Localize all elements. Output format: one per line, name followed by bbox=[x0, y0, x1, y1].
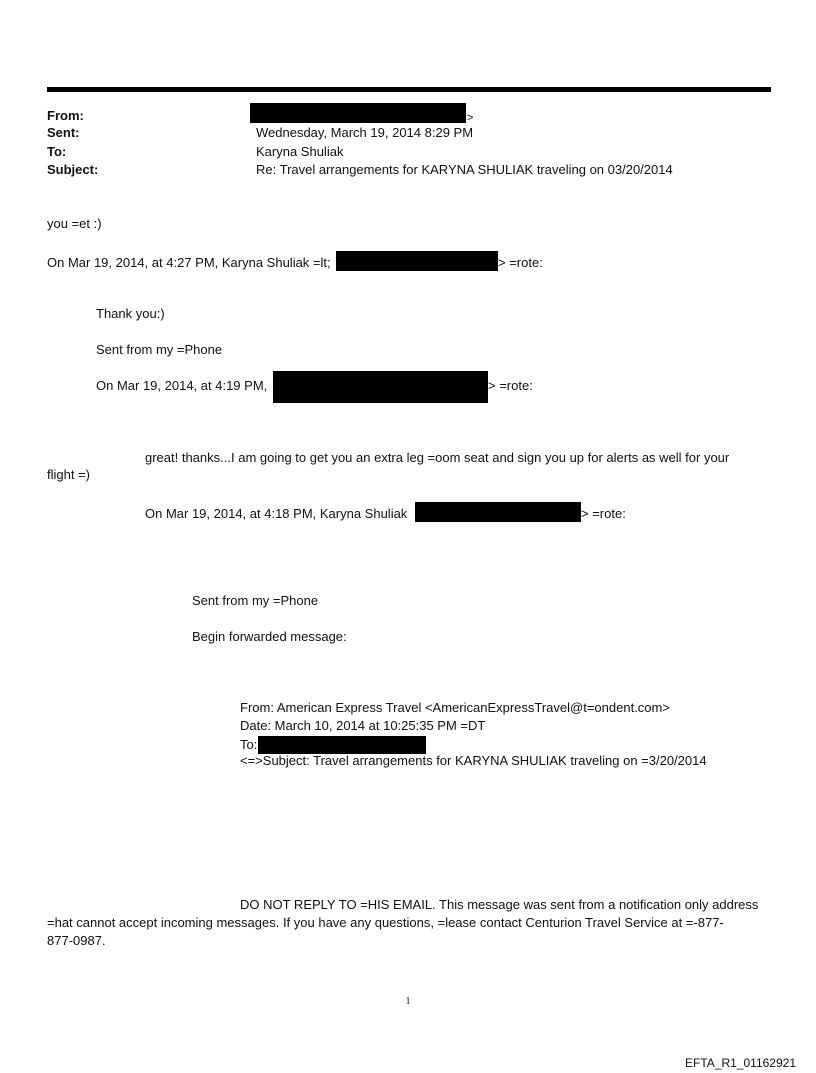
fwd-from: From: American Express Travel <AmericanExpressTravel@t=ondent.com> bbox=[240, 700, 670, 715]
quote2-prefix: On Mar 19, 2014, at 4:19 PM, bbox=[96, 378, 268, 393]
fwd-to: To: bbox=[240, 737, 258, 752]
header-rule bbox=[47, 87, 771, 92]
begin-forwarded: Begin forwarded message: bbox=[192, 629, 347, 644]
redaction-quote2 bbox=[273, 371, 488, 403]
thank-you-line: Thank you:) bbox=[96, 306, 165, 321]
to-value: Karyna Shuliak bbox=[256, 144, 344, 159]
document-id: EFTA_R1_01162921 bbox=[685, 1056, 796, 1070]
redaction-fwd-to bbox=[258, 736, 426, 754]
subject-label: Subject: bbox=[47, 162, 99, 177]
quote2-suffix: > =rote: bbox=[488, 378, 533, 393]
notice-line-3: 877-0987. bbox=[47, 933, 106, 948]
redaction-from bbox=[250, 103, 466, 123]
fwd-date: Date: March 10, 2014 at 10:25:35 PM =DT bbox=[240, 718, 486, 733]
page-number: 1 bbox=[405, 996, 411, 1007]
from-label: From: bbox=[47, 108, 84, 123]
sent-value: Wednesday, March 19, 2014 8:29 PM bbox=[256, 125, 474, 140]
redaction-quote3 bbox=[415, 502, 581, 522]
to-label: To: bbox=[47, 144, 67, 159]
quote3-prefix: On Mar 19, 2014, at 4:18 PM, Karyna Shuliak bbox=[145, 506, 408, 521]
fwd-subject: <=>Subject: Travel arrangements for KARYNA SHULIAK traveling on =3/20/2014 bbox=[240, 753, 707, 768]
sent-label: Sent: bbox=[47, 125, 80, 140]
notice-line-2: =hat cannot accept incoming messages. If you have any questions, =lease contact Centurion Travel Service at =-877- bbox=[47, 915, 724, 930]
great-line-2: flight =) bbox=[47, 467, 90, 482]
quote1-prefix: On Mar 19, 2014, at 4:27 PM, Karyna Shuliak =lt; bbox=[47, 255, 331, 270]
subject-value: Re: Travel arrangements for KARYNA SHULIAK traveling on 03/20/2014 bbox=[256, 162, 673, 177]
great-line-1: great! thanks...I am going to get you an extra leg =oom seat and sign you up for alerts as well for your bbox=[145, 450, 730, 465]
quote3-suffix: > =rote: bbox=[581, 506, 626, 521]
quote1-suffix: > =rote: bbox=[498, 255, 543, 270]
reply-line: you =et :) bbox=[47, 216, 102, 231]
sent-from-2: Sent from my =Phone bbox=[192, 593, 319, 608]
from-suffix: > bbox=[467, 112, 474, 124]
redaction-quote1 bbox=[336, 251, 498, 271]
notice-line-1: DO NOT REPLY TO =HIS EMAIL. This message was sent from a notification only address bbox=[240, 897, 759, 912]
sent-from-1: Sent from my =Phone bbox=[96, 342, 223, 357]
